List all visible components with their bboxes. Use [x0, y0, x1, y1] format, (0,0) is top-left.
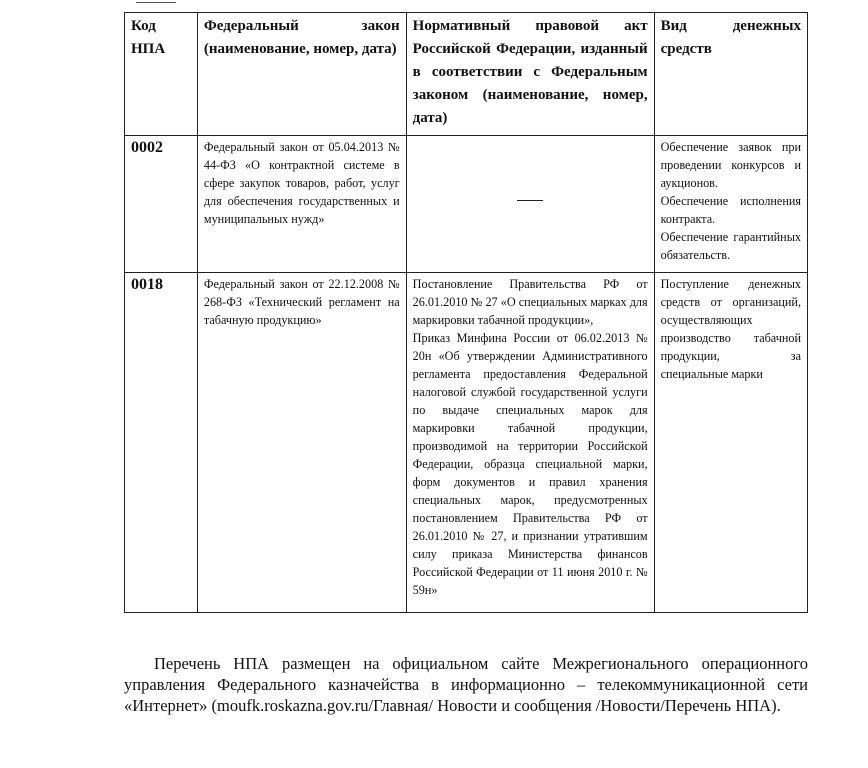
dash-placeholder: [517, 200, 543, 201]
npa-list-paragraph: Перечень НПА размещен на официальном сайте Межрегионального операционного управления Федерального казначейства в информационно – телекоммуникационной сети «Интернет» (moufk.roskazna.gov.ru/Главная/ Новости и сообщения /Новости/Перечень НПА).: [124, 653, 808, 715]
previous-page-fragment: [136, 0, 176, 3]
row-code: 0018: [125, 273, 198, 613]
money-type-line: Поступление денежных средств от организаций, осуществляющих производство табачной продукции, за специальные марки: [660, 277, 801, 381]
normative-act-item: Приказ Минфина России от 06.02.2013 № 20н «Об утверждении Административного регламента предоставления Федеральной налоговой службой государственной услуги по выдаче специальных марок для маркировки табачной продукции, производимой на территории Российской Федерации, образца специальной марки, форм документов и правил хранения специальных марок, предусмотренных постановлением Правительства РФ от 26.01.2010 № 27, и признании утратившим силу приказа Министерства финансов Российской Федерации от 11 июня 2010 г. № 59н»: [412, 331, 648, 597]
header-money-type: Вид денежных средств: [654, 13, 807, 136]
header-federal-law: Федеральный закон (наименование, номер, дата): [197, 13, 406, 136]
table-row: [125, 136, 808, 273]
row-federal-law: Федеральный закон от 05.04.2013 № 44-ФЗ «О контрактной системе в сфере закупок товаров, работ, услуг для обеспечения государственных и муниципальных нужд»: [197, 136, 406, 273]
table-row: [125, 273, 808, 613]
header-code: Код НПА: [125, 13, 198, 136]
row-normative-act: [406, 273, 654, 613]
table-header-row: [125, 13, 808, 136]
npa-table: [124, 12, 808, 613]
row-code: 0002: [125, 136, 198, 273]
money-type-line: Обеспечение гарантийных обязательств.: [660, 230, 801, 262]
normative-act-item: Постановление Правительства РФ от 26.01.2010 № 27 «О специальных марках для маркировки табачной продукции»,: [412, 277, 648, 327]
money-type-line: Обеспечение исполнения контракта.: [660, 194, 801, 226]
header-normative-act: Нормативный правовой акт Российской Федерации, изданный в соответствии с Федеральным законом (наименование, номер, дата): [406, 13, 654, 136]
row-federal-law: Федеральный закон от 22.12.2008 № 268-ФЗ «Технический регламент на табачную продукцию»: [197, 273, 406, 613]
row-money-type: [654, 136, 807, 273]
row-normative-act: [406, 136, 654, 273]
row-money-type: [654, 273, 807, 613]
money-type-line: Обеспечение заявок при проведении конкурсов и аукционов.: [660, 140, 801, 190]
